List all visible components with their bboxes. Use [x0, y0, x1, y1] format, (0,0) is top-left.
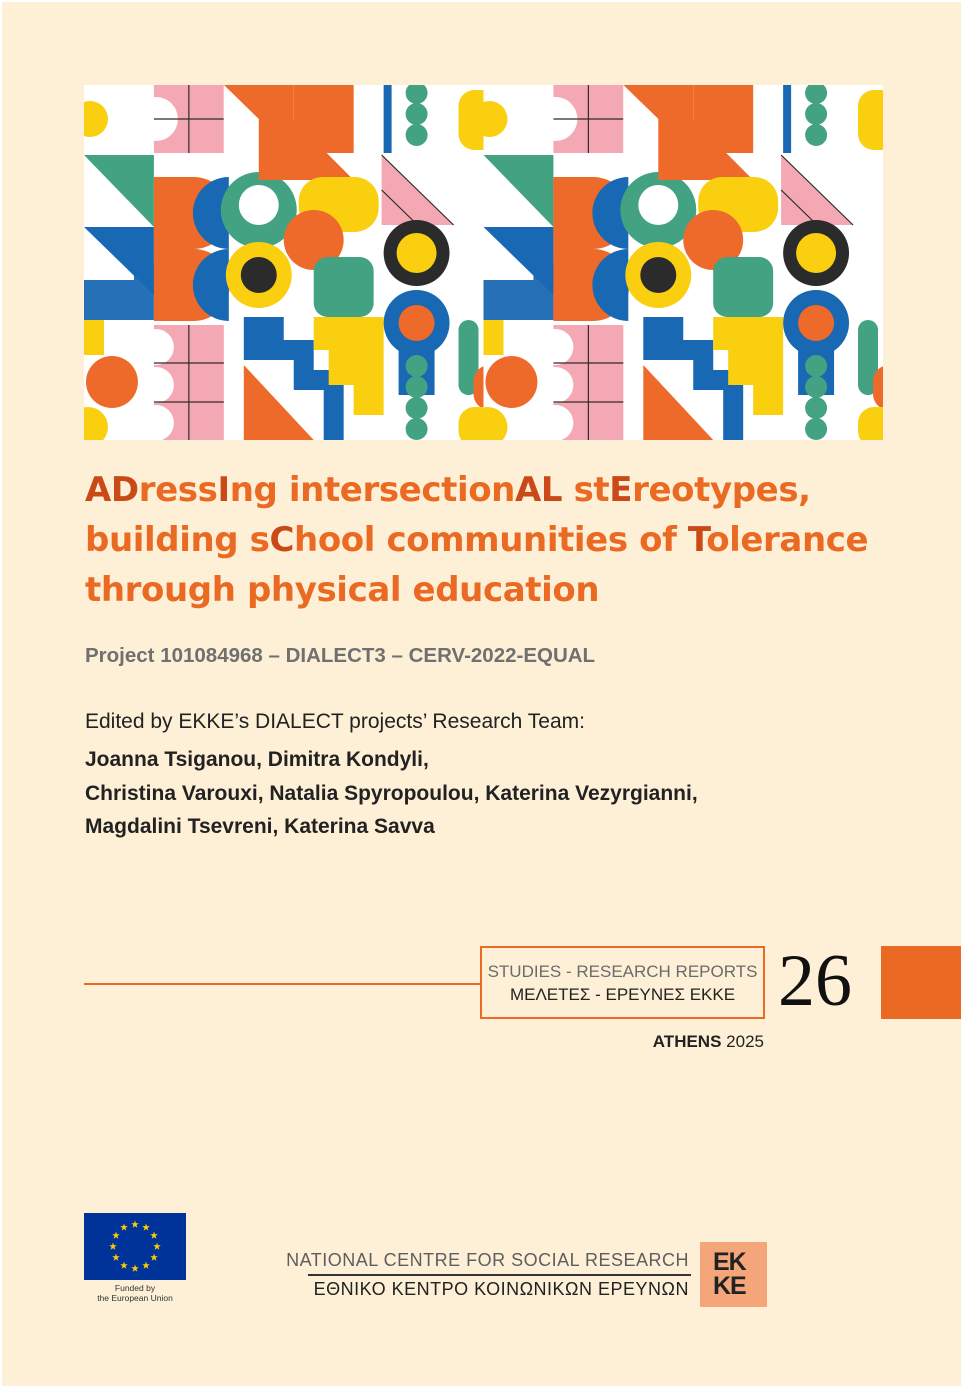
report-title — [85, 465, 905, 615]
title-text: hool communities of — [294, 520, 688, 560]
institution-name-english: NATIONAL CENTRE FOR SOCIAL RESEARCH — [286, 1250, 689, 1270]
title-line — [85, 565, 905, 615]
orange-accent-square — [881, 946, 961, 1019]
title-text: ng intersection — [229, 470, 515, 510]
institution-name-greek: ΕΘΝΙΚΟ ΚΕΝΤΡΟ ΚΟΙΝΩΝΙΚΩΝ ΕΡΕΥΝΩΝ — [313, 1279, 689, 1299]
ekke-logo-top: EK — [713, 1248, 746, 1276]
series-name-greek: ΜΕΛΕΤΕΣ - ΕΡΕΥΝΕΣ ΕΚΚΕ — [509, 985, 736, 1004]
title-highlight-letters: I — [217, 470, 230, 510]
title-text: ress — [138, 470, 218, 510]
series-box — [480, 946, 765, 1019]
ekke-logo — [700, 1242, 767, 1307]
title-text: building s — [85, 520, 270, 560]
series-divider-line — [84, 983, 481, 985]
title-highlight-letters: C — [269, 520, 295, 560]
title-line — [85, 465, 905, 515]
title-highlight-letters: E — [609, 470, 633, 510]
title-line — [85, 515, 905, 565]
report-cover — [2, 2, 961, 1386]
eu-flag-icon — [84, 1213, 186, 1280]
title-text: olerance — [706, 520, 869, 560]
author-line: Joanna Tsiganou, Dimitra Kondyli, — [85, 748, 429, 771]
title-highlight-letters: AL — [514, 470, 563, 510]
edited-by-label: Edited by EKKE’s DIALECT projects’ Research Team: — [85, 710, 585, 733]
ekke-logo-bottom: KE — [713, 1272, 746, 1300]
author-line: Christina Varouxi, Natalia Spyropoulou, Katerina Vezyrgianni, — [85, 781, 698, 805]
institution-divider-line — [308, 1274, 691, 1276]
author-line: Magdalini Tsevreni, Katerina Savva — [85, 815, 435, 838]
publication-year: 2025 — [726, 1032, 764, 1051]
series-name-english: STUDIES - RESEARCH REPORTS — [487, 962, 758, 981]
publication-place-year — [653, 1032, 764, 1052]
publication-city: ATHENS — [652, 1032, 722, 1051]
title-highlight-letters: AD — [85, 470, 139, 510]
project-reference: Project 101084968 – DIALECT3 – CERV-2022-EQUAL — [85, 644, 596, 667]
title-text: st — [562, 470, 610, 510]
title-text: through physical education — [85, 570, 600, 610]
title-highlight-letters: T — [687, 520, 707, 560]
geometric-pattern-banner — [84, 85, 883, 440]
series-number: 26 — [778, 940, 852, 1022]
eu-funding-line: Funded by — [114, 1283, 156, 1293]
eu-funding-line: the European Union — [97, 1293, 173, 1303]
title-text: reotypes, — [632, 470, 811, 510]
author-list — [85, 743, 698, 844]
eu-funding-notice — [84, 1283, 186, 1303]
